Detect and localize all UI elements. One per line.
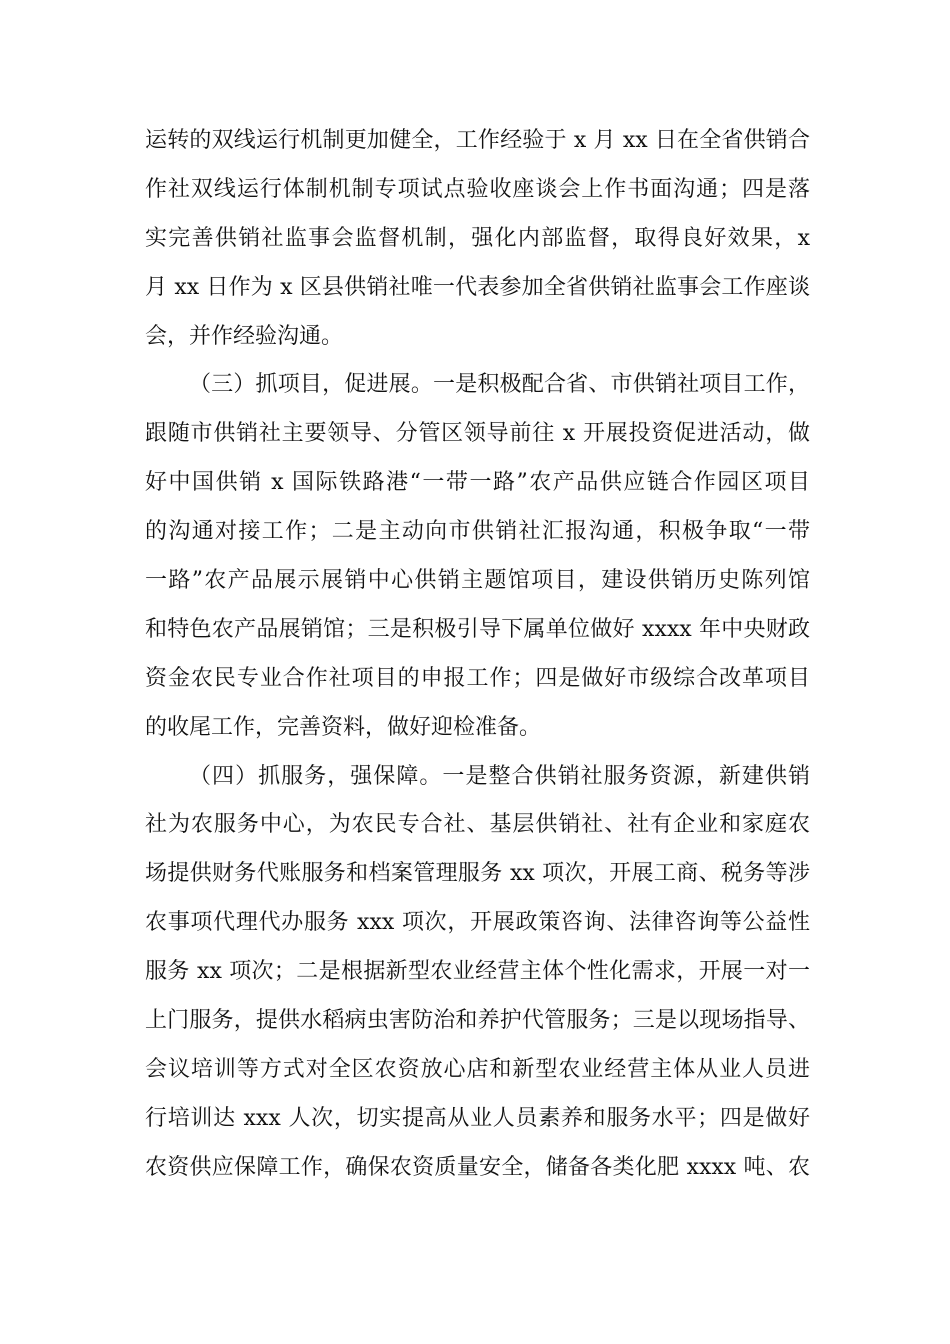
text-line: 和特色农产品展销馆；三是积极引导下属单位做好 xxxx 年中央财政 xyxy=(145,616,810,642)
text-line: 行培训达 xxx 人次，切实提高从业人员素养和服务水平；四是做好 xyxy=(145,1105,810,1131)
text-line: 农事项代理代办服务 xxx 项次，开展政策咨询、法律咨询等公益性 xyxy=(145,910,810,936)
text-line: 一路”农产品展示展销中心供销主题馆项目，建设供销历史陈列馆 xyxy=(145,568,810,594)
text-line: 作社双线运行体制机制专项试点验收座谈会上作书面沟通；四是落 xyxy=(145,176,810,202)
text-line: 运转的双线运行机制更加健全，工作经验于 x 月 xx 日在全省供销合 xyxy=(145,128,810,153)
paragraph-first-line: （四）抓服务，强保障。一是整合供销社服务资源，新建供销 xyxy=(189,763,810,789)
text-line: 资金农民专业合作社项目的申报工作；四是做好市级综合改革项目 xyxy=(145,665,810,691)
text-line: 好中国供销 x 国际铁路港“一带一路”农产品供应链合作园区项目 xyxy=(145,470,810,496)
text-line: 服务 xx 项次；二是根据新型农业经营主体个性化需求，开展一对一 xyxy=(145,959,810,985)
text-line: 场提供财务代账服务和档案管理服务 xx 项次，开展工商、税务等涉 xyxy=(145,861,810,887)
text-line: 社为农服务中心，为农民专合社、基层供销社、社有企业和家庭农 xyxy=(145,812,810,838)
document-body xyxy=(145,130,810,1206)
text-line: 实完善供销社监事会监督机制，强化内部监督，取得良好效果，x xyxy=(145,225,810,251)
paragraph-first-line: （三）抓项目，促进展。一是积极配合省、市供销社项目工作， xyxy=(189,372,810,398)
text-line: 的收尾工作，完善资料，做好迎检准备。 xyxy=(145,714,542,740)
text-line: 月 xx 日作为 x 区县供销社唯一代表参加全省供销社监事会工作座谈 xyxy=(145,274,810,300)
text-line: 会议培训等方式对全区农资放心店和新型农业经营主体从业人员进 xyxy=(145,1056,810,1082)
text-line: 跟随市供销社主要领导、分管区领导前往 x 开展投资促进活动，做 xyxy=(145,421,810,447)
text-line: 上门服务，提供水稻病虫害防治和养护代管服务；三是以现场指导、 xyxy=(145,1008,810,1034)
text-line: 的沟通对接工作；二是主动向市供销社汇报沟通，积极争取“一带 xyxy=(145,519,810,545)
text-line: 会，并作经验沟通。 xyxy=(145,323,344,349)
text-line: 农资供应保障工作，确保农资质量安全，储备各类化肥 xxxx 吨、农 xyxy=(145,1154,810,1180)
